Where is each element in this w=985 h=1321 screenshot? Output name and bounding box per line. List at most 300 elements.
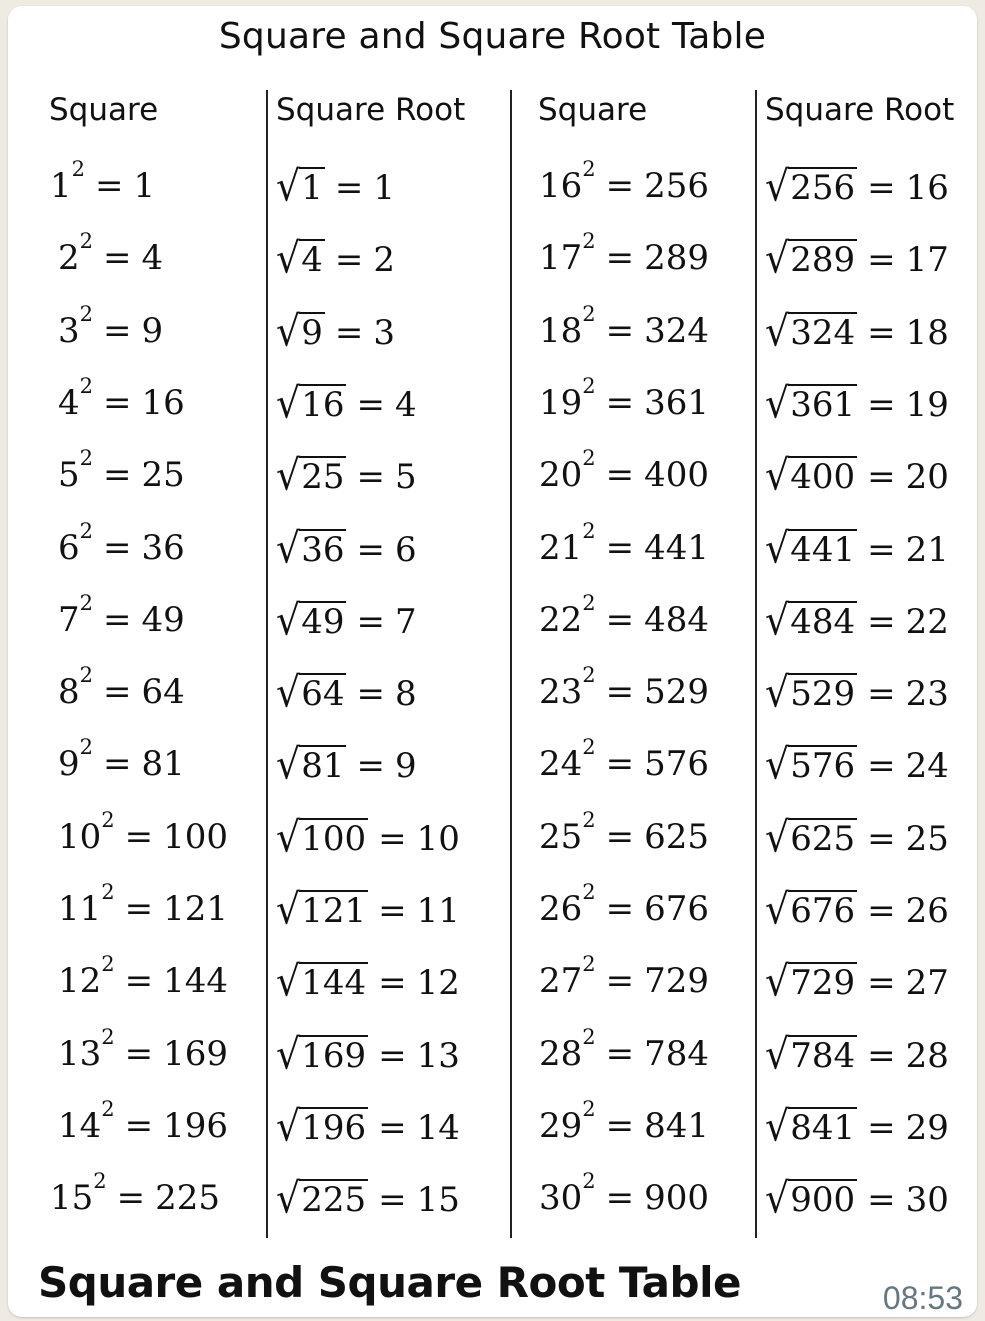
square-exponent: 2	[582, 301, 596, 326]
equals-sign: =	[95, 166, 124, 206]
square-root-cell	[276, 1174, 460, 1224]
square-exponent: 2	[79, 373, 94, 398]
radicand: 49	[301, 601, 345, 642]
square-root-cell	[765, 957, 949, 1007]
header-square-right: Square	[538, 92, 648, 128]
radicand: 144	[301, 963, 367, 1004]
radical-expression	[765, 234, 857, 284]
square-value: 441	[644, 527, 710, 568]
equals-sign: =	[867, 891, 896, 931]
equals-sign: =	[356, 674, 385, 715]
square-root-icon: √	[765, 667, 790, 717]
table-row	[8, 735, 977, 812]
square-exponent: 2	[582, 229, 596, 254]
square-root-cell	[276, 957, 460, 1007]
equals-sign: =	[605, 166, 635, 206]
square-value: 9	[141, 310, 164, 351]
equals-sign: =	[103, 382, 132, 423]
square-cell	[539, 1024, 710, 1078]
radical-expression	[765, 885, 857, 935]
square-cell	[539, 518, 710, 572]
square-root-icon: √	[276, 884, 301, 934]
square-value: 625	[644, 816, 710, 857]
square-cell	[539, 1169, 710, 1222]
square-root-icon: √	[276, 523, 301, 572]
radical-expression	[765, 596, 857, 646]
radical-expression	[765, 740, 857, 790]
square-exponent: 2	[79, 301, 94, 326]
square-base: 5	[58, 455, 80, 496]
equals-sign: =	[356, 529, 385, 570]
square-exponent: 2	[582, 952, 596, 977]
root-value: 17	[905, 240, 949, 281]
square-value: 36	[141, 527, 185, 568]
square-value: 529	[644, 672, 710, 713]
equals-sign: =	[356, 601, 385, 642]
radicand: 25	[301, 457, 345, 498]
square-root-icon: √	[276, 234, 301, 283]
equals-sign: =	[867, 746, 896, 787]
square-root-cell	[276, 524, 417, 574]
square-value: 25	[141, 455, 185, 496]
root-value: 6	[394, 529, 417, 570]
square-base: 13	[58, 1033, 102, 1074]
equals-sign: =	[334, 312, 364, 353]
square-cell	[58, 446, 185, 499]
radical-expression	[765, 813, 857, 863]
radical-expression	[276, 1102, 368, 1152]
square-cell	[539, 952, 710, 1005]
equals-sign: =	[605, 672, 635, 713]
radicand: 1	[301, 168, 323, 208]
equals-sign: =	[867, 1035, 896, 1076]
radical-expression	[276, 162, 325, 212]
radicand: 841	[790, 1107, 856, 1148]
square-root-cell	[765, 740, 949, 790]
square-cell	[539, 301, 710, 355]
root-value: 30	[905, 1180, 949, 1221]
square-root-icon: √	[276, 378, 301, 428]
equals-sign: =	[605, 889, 635, 929]
square-value: 576	[644, 744, 710, 785]
square-cell	[58, 518, 185, 572]
equals-sign: =	[334, 240, 364, 281]
message-footer	[8, 1250, 977, 1317]
table-image[interactable]	[8, 6, 977, 1250]
table-row	[8, 880, 977, 957]
radical-expression	[276, 234, 325, 284]
equals-sign: =	[103, 672, 132, 713]
square-root-cell	[765, 813, 949, 863]
equals-sign: =	[103, 238, 132, 279]
square-value: 100	[163, 816, 229, 857]
square-root-icon: √	[765, 1029, 790, 1078]
equals-sign: =	[605, 1105, 635, 1146]
square-value: 49	[141, 599, 185, 640]
radicand: 529	[790, 674, 856, 715]
header-square-root-left: Square Root	[276, 92, 466, 128]
square-root-cell	[276, 740, 417, 790]
root-value: 3	[373, 312, 395, 353]
square-base: 30	[539, 1178, 583, 1219]
square-exponent: 2	[101, 1096, 115, 1121]
equals-sign: =	[867, 168, 896, 208]
equals-sign: =	[103, 744, 132, 785]
square-cell	[58, 735, 185, 788]
square-base: 27	[539, 961, 583, 1002]
radicand: 196	[301, 1107, 367, 1148]
square-value: 784	[644, 1033, 710, 1074]
radicand: 121	[301, 891, 367, 931]
radicand: 256	[790, 168, 856, 208]
radical-expression	[276, 740, 346, 790]
root-value: 25	[905, 818, 949, 859]
square-value: 361	[644, 382, 710, 423]
equals-sign: =	[867, 818, 896, 859]
radicand: 81	[301, 746, 345, 787]
square-value: 225	[155, 1178, 221, 1219]
radicand: 576	[790, 746, 856, 787]
table-row	[8, 952, 977, 1029]
square-root-cell	[276, 1030, 460, 1080]
root-value: 19	[905, 384, 949, 425]
square-value: 900	[644, 1178, 710, 1219]
radical-expression	[276, 524, 346, 574]
square-exponent: 2	[582, 373, 596, 398]
square-base: 26	[539, 889, 583, 929]
table-row	[8, 590, 977, 668]
square-cell	[539, 373, 710, 427]
root-value: 9	[394, 746, 417, 787]
equals-sign: =	[605, 527, 635, 568]
square-exponent: 2	[79, 663, 94, 688]
radical-expression	[765, 162, 857, 212]
square-value: 289	[644, 238, 710, 279]
radicand: 400	[790, 457, 856, 498]
square-base: 21	[539, 527, 583, 568]
square-cell	[539, 229, 710, 282]
equals-sign: =	[124, 816, 154, 857]
radicand: 169	[301, 1035, 367, 1076]
square-exponent: 2	[71, 157, 86, 181]
square-cell	[539, 807, 710, 861]
equals-sign: =	[867, 312, 896, 353]
radicand: 100	[301, 818, 367, 859]
radicand: 289	[790, 240, 856, 281]
equals-sign: =	[378, 891, 407, 931]
square-exponent: 2	[582, 590, 596, 615]
equals-sign: =	[867, 1107, 896, 1148]
table-row	[8, 663, 977, 740]
square-exponent: 2	[79, 735, 94, 760]
equals-sign: =	[867, 529, 896, 570]
square-root-icon: √	[765, 1101, 790, 1151]
square-exponent: 2	[582, 1096, 596, 1121]
radical-expression	[765, 524, 857, 574]
header-square-left: Square	[49, 92, 159, 128]
square-root-cell	[276, 234, 395, 284]
square-root-icon: √	[276, 161, 301, 211]
square-value: 484	[644, 599, 710, 640]
square-root-icon: √	[276, 957, 301, 1006]
square-root-icon: √	[765, 740, 790, 789]
square-value: 16	[141, 382, 185, 423]
square-cell	[58, 952, 229, 1005]
square-base: 18	[539, 310, 583, 351]
square-cell	[58, 590, 185, 644]
table-row	[8, 157, 977, 234]
root-value: 22	[905, 601, 949, 642]
square-cell	[539, 880, 710, 933]
square-base: 29	[539, 1105, 583, 1146]
square-root-icon: √	[276, 1101, 301, 1151]
equals-sign: =	[867, 457, 896, 498]
radical-expression	[765, 307, 857, 357]
radicand: 225	[301, 1180, 367, 1221]
equals-sign: =	[103, 527, 132, 568]
equals-sign: =	[867, 963, 896, 1004]
square-root-icon: √	[276, 1029, 301, 1078]
equals-sign: =	[605, 816, 635, 857]
square-root-icon: √	[276, 595, 301, 644]
radical-expression	[765, 379, 857, 429]
square-exponent: 2	[582, 157, 596, 181]
square-base: 20	[539, 455, 583, 496]
equals-sign: =	[378, 1035, 407, 1076]
message-timestamp: 08:53	[882, 1280, 963, 1316]
square-base: 10	[58, 816, 102, 857]
root-value: 7	[394, 601, 417, 642]
square-base: 6	[58, 527, 80, 568]
root-value: 21	[905, 529, 949, 570]
equals-sign: =	[867, 674, 896, 715]
equals-sign: =	[605, 744, 635, 785]
root-value: 12	[416, 963, 460, 1004]
radical-expression	[765, 1102, 857, 1152]
equals-sign: =	[356, 746, 385, 787]
root-value: 1	[373, 168, 395, 208]
square-cell	[58, 1096, 229, 1150]
square-exponent: 2	[582, 880, 596, 904]
radical-expression	[276, 596, 346, 646]
square-root-icon: √	[765, 378, 790, 428]
square-root-icon: √	[765, 450, 790, 500]
square-base: 22	[539, 599, 583, 640]
square-root-icon: √	[276, 740, 301, 789]
square-value: 841	[644, 1105, 710, 1146]
square-root-icon: √	[765, 306, 790, 355]
square-cell	[58, 663, 185, 716]
root-value: 2	[373, 240, 395, 281]
square-cell	[50, 1169, 221, 1222]
square-root-cell	[276, 162, 395, 212]
square-base: 2	[58, 238, 80, 279]
radicand: 64	[301, 674, 345, 715]
table-row	[8, 807, 977, 885]
radicand: 729	[790, 963, 856, 1004]
root-value: 10	[416, 818, 460, 859]
square-root-icon: √	[276, 306, 301, 355]
square-cell	[58, 373, 185, 427]
root-value: 14	[416, 1107, 460, 1148]
square-cell	[58, 880, 229, 933]
square-exponent: 2	[582, 1169, 596, 1194]
square-base: 1	[50, 166, 72, 206]
root-value: 5	[394, 457, 417, 498]
equals-sign: =	[116, 1178, 146, 1219]
square-root-icon: √	[276, 1173, 301, 1223]
square-root-cell	[276, 307, 395, 357]
root-value: 26	[905, 891, 949, 931]
square-root-cell	[276, 451, 417, 501]
square-value: 324	[644, 310, 710, 351]
radicand: 9	[301, 312, 323, 353]
root-value: 16	[905, 168, 949, 208]
equals-sign: =	[103, 310, 132, 351]
equals-sign: =	[124, 961, 154, 1002]
square-value: 4	[141, 238, 164, 279]
square-value: 676	[644, 889, 710, 929]
square-cell	[539, 735, 710, 788]
radicand: 324	[790, 312, 856, 353]
root-value: 8	[394, 674, 417, 715]
square-root-cell	[765, 1174, 949, 1224]
radical-expression	[765, 1174, 857, 1224]
root-value: 11	[416, 891, 460, 931]
radicand: 361	[790, 384, 856, 425]
equals-sign: =	[378, 963, 407, 1004]
square-root-cell	[765, 379, 949, 429]
square-exponent: 2	[79, 518, 94, 543]
square-root-cell	[276, 813, 460, 863]
radical-expression	[276, 379, 346, 429]
equals-sign: =	[605, 961, 635, 1002]
square-base: 9	[58, 744, 80, 785]
radicand: 16	[301, 384, 345, 425]
square-base: 24	[539, 744, 583, 785]
radical-expression	[765, 451, 857, 501]
square-root-cell	[276, 1102, 460, 1152]
message-caption: Square and Square Root Table	[38, 1258, 741, 1307]
radical-expression	[276, 813, 368, 863]
square-base: 28	[539, 1033, 583, 1074]
square-base: 19	[539, 382, 583, 423]
equals-sign: =	[867, 1180, 896, 1221]
square-value: 256	[644, 166, 710, 206]
radical-expression	[276, 1030, 368, 1080]
square-exponent: 2	[79, 446, 94, 471]
square-root-cell	[765, 162, 949, 212]
root-value: 27	[905, 963, 949, 1004]
square-value: 144	[163, 961, 229, 1002]
equals-sign: =	[605, 310, 635, 351]
square-exponent: 2	[79, 229, 94, 254]
square-root-icon: √	[765, 234, 790, 283]
equals-sign: =	[867, 601, 896, 642]
table-row	[8, 1096, 977, 1174]
equals-sign: =	[605, 455, 635, 496]
equals-sign: =	[605, 382, 635, 423]
square-root-cell	[765, 451, 949, 501]
table-row	[8, 229, 977, 306]
square-cell	[539, 590, 710, 644]
square-value: 196	[163, 1105, 229, 1146]
square-value: 400	[644, 455, 710, 496]
message-bubble[interactable]	[8, 6, 977, 1317]
radical-expression	[276, 1174, 368, 1224]
radical-expression	[765, 957, 857, 1007]
square-root-cell	[765, 596, 949, 646]
square-root-icon: √	[276, 812, 301, 861]
root-value: 24	[905, 746, 949, 787]
root-value: 4	[394, 384, 417, 425]
square-cell	[58, 301, 164, 355]
radicand: 484	[790, 601, 856, 642]
square-root-icon: √	[276, 450, 301, 500]
equals-sign: =	[356, 457, 385, 498]
square-value: 81	[141, 744, 185, 785]
square-base: 8	[58, 672, 80, 713]
equals-sign: =	[605, 1033, 635, 1074]
square-exponent: 2	[79, 590, 94, 615]
square-base: 3	[58, 310, 80, 351]
square-root-cell	[276, 596, 417, 646]
radicand: 900	[790, 1180, 856, 1221]
square-value: 169	[163, 1033, 229, 1074]
square-base: 4	[58, 382, 80, 423]
square-root-cell	[765, 234, 949, 284]
equals-sign: =	[103, 599, 132, 640]
radicand: 441	[790, 529, 856, 570]
square-root-icon: √	[765, 161, 790, 211]
radicand: 676	[790, 891, 856, 931]
square-exponent: 2	[582, 663, 596, 688]
radical-expression	[765, 668, 857, 718]
square-value: 121	[163, 889, 229, 929]
square-root-cell	[765, 668, 949, 718]
square-root-cell	[765, 307, 949, 357]
square-root-icon: √	[765, 595, 790, 644]
root-value: 13	[416, 1035, 460, 1076]
square-exponent: 2	[582, 446, 596, 471]
square-root-cell	[765, 1030, 949, 1080]
square-cell	[58, 807, 229, 861]
square-exponent: 2	[582, 735, 596, 760]
equals-sign: =	[124, 1105, 154, 1146]
square-cell	[539, 446, 710, 499]
equals-sign: =	[378, 818, 407, 859]
square-root-icon: √	[765, 957, 790, 1006]
square-cell	[539, 1096, 710, 1150]
square-exponent: 2	[101, 807, 115, 832]
square-exponent: 2	[582, 1024, 596, 1049]
square-base: 14	[58, 1105, 102, 1146]
table-row	[8, 373, 977, 451]
equals-sign: =	[378, 1107, 407, 1148]
equals-sign: =	[605, 1178, 635, 1219]
square-cell	[58, 1024, 229, 1078]
square-value: 1	[133, 166, 156, 206]
root-value: 18	[905, 312, 949, 353]
square-exponent: 2	[101, 952, 115, 977]
radicand: 625	[790, 818, 856, 859]
square-value: 729	[644, 961, 710, 1002]
square-root-icon: √	[765, 1173, 790, 1223]
square-cell	[50, 157, 156, 210]
square-cell	[539, 663, 710, 716]
radical-expression	[276, 668, 346, 718]
table-row	[8, 446, 977, 523]
